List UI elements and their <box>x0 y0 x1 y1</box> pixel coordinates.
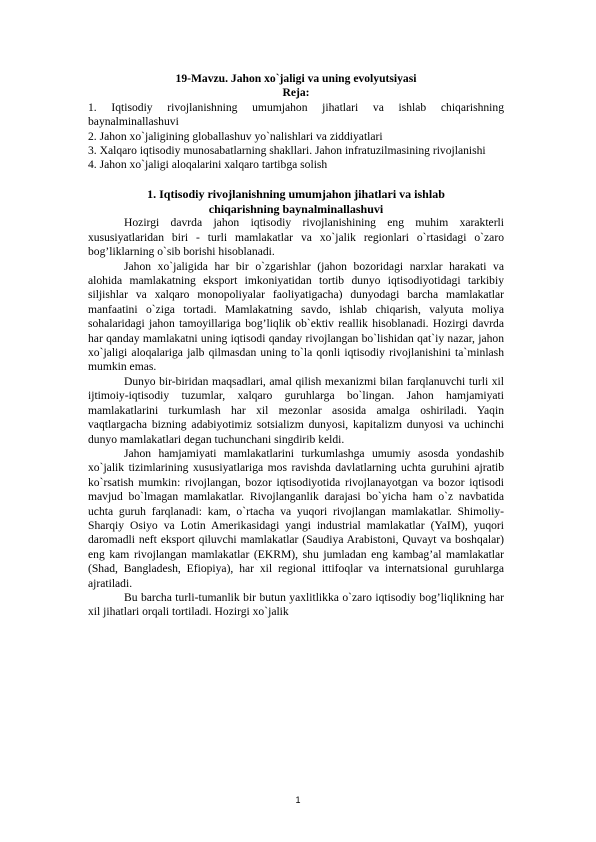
section-spacer <box>88 173 504 187</box>
paragraph-5: Bu barcha turli-tumanlik bir butun yaxlitlikka o`zaro iqtisodiy bog’liqlikning har xil jihatlari orqali tortiladi. Hozirgi xo`jalik <box>88 590 504 619</box>
plan-label: Reja: <box>282 86 310 100</box>
plan-item-3: 3. Xalqaro iqtisodiy munosabatlarning shakllari. Jahon infratuzilmasining rivojlanishi <box>88 144 486 158</box>
plan-item-4: 4. Jahon xo`jaligi aloqalarini xalqaro tartibga solish <box>88 158 328 172</box>
page-number: 1 <box>295 795 301 805</box>
paragraph-1: Hozirgi davrda jahon iqtisodiy rivojlanishining eng muhim xarakterli xususiyatlaridan biri - turli mamlakatlar va xo`jalik regionlari o`rtasidagi o`zaro bog’liklarning o`sib borishi hisoblanadi. <box>88 216 504 259</box>
page-content <box>88 72 504 620</box>
page-title: 19-Mavzu. Jahon xo`jaligi va uning evolyutsiyasi <box>175 72 417 85</box>
paragraph-4: Jahon hamjamiyati mamlakatlarini turkumlashga umumiy asosda yondashib xo`jalik tizimlarining xususiyatlariga mos ravishda davlatlarning uchta guruhini ajratib ko`rsatish mumkin: rivojlangan, bozor iqtisodiyotida rivojlanayotgan va bozor iqtisodi mavjud bo`lmagan mamlakatlar. Rivojlanganlik darajasi bo`yicha ham o`z navbatida uchta guruh farqlanadi: kam, o`rtacha va yuqori rivojlangan mamlakatlar. Shimoliy-Sharqiy Osiyo va Lotin Amerikasidagi yangi industrial mamlakatlar (YaIM), yuqori daromadli neft eksport qiluvchi mamlakatlar (Saudiya Arabistoni, Quvayt va boshqalar) eng kam rivojlangan mamlakatlar (EKRM), shu jumladan eng kambag’al mamlakatlar (Shad, Bangladesh, Efiopiya), har xil regional ittifoqlar va internatsional guruhlarga ajratiladi. <box>88 446 504 590</box>
plan-item-1: 1. Iqtisodiy rivojlanishning umumjahon jihatlari va ishlab chiqarishning baynalminallashuvi <box>88 100 504 129</box>
plan-item-2: 2. Jahon xo`jaligining globallashuv yo`nalishlari va ziddiyatlari <box>88 129 383 143</box>
section-heading-line-1: 1. Iqtisodiy rivojlanishning umumjahon jihatlari va ishlab <box>147 187 445 202</box>
paragraph-3: Dunyo bir-biridan maqsadlari, amal qilish mexanizmi bilan farqlanuvchi turli xil ijtimoiy-iqtisodiy tuzumlar, xalqaro guruhlarga bo`lingan. Jahon hamjamiyati mamlakatlarini turkumlash har xil mezonlar asosida amalga oshiriladi. Yaqin vaqtlargacha bizning adabiyotimiz sotsializm dunyosi, kapitalizm dunyosi va uchinchi dunyo mamlakatlari degan tuchunchani singdirib keldi. <box>88 374 504 446</box>
section-heading-line-2: chiqarishning baynalminallashuvi <box>208 201 384 216</box>
paragraph-2: Jahon xo`jaligida har bir o`zgarishlar (jahon bozoridagi narxlar harakati va alohida mamlakatning eksport imkoniyatidan tortib dunyo iqtisodiyotidagi tarkibiy siljishlar va xalqaro monopoliyalar faoliyatigacha) dunyodagi barcha mamlakatlar manfaatini o`ziga tortadi. Mamlakatning savdo, ishlab chiqarish, valyuta moliya sohalaridagi jahon tamoyillariga bog’liqlik ob`ektiv reallik hisoblanadi. Hozirgi davrda har qanday mamlakatni uning iqtisodi qanday rivojlangan bo`lishidan qat`iy nazar, jahon xo`jaligi aloqalariga jalb qilmasdan uning to`la qonli iqtisodiy rivojlanishini ta`minlash mumkin emas. <box>88 259 504 374</box>
